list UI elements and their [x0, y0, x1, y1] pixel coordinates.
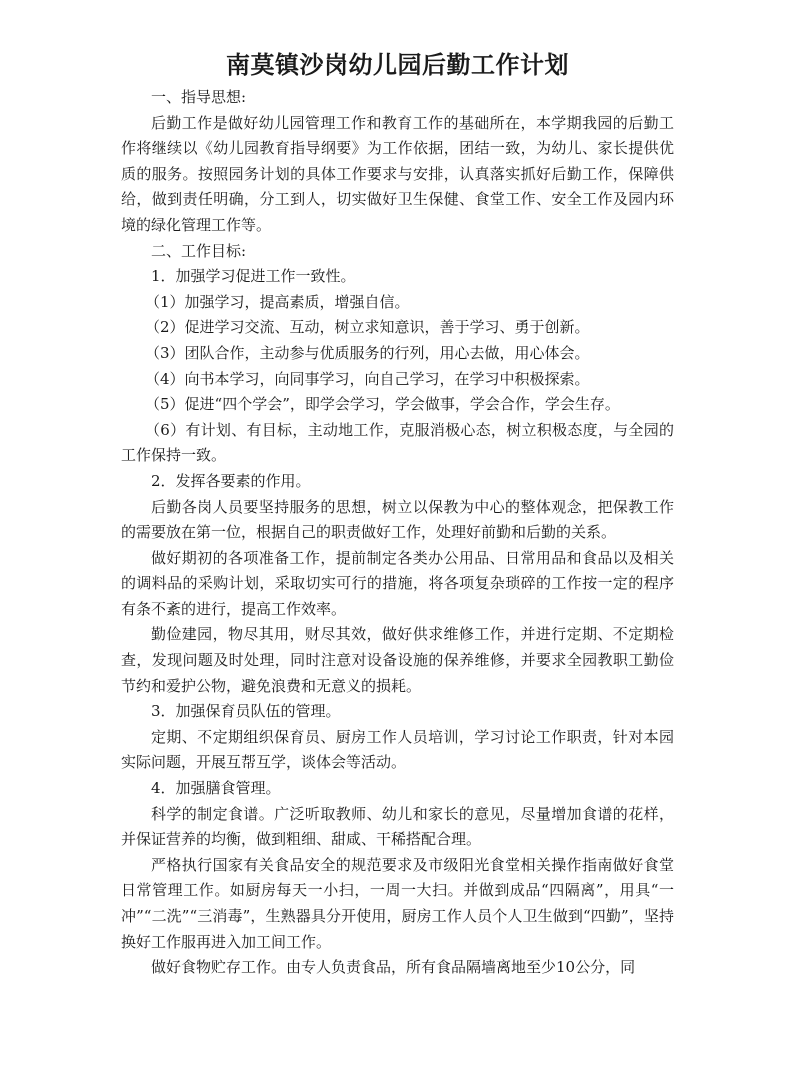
paragraph: （4）向书本学习，向同事学习，向自己学习，在学习中积极探索。: [145, 369, 590, 388]
paragraph: 1．加强学习促进工作一致性。: [151, 267, 356, 286]
document-title: 南莫镇沙岗幼儿园后勤工作计划: [226, 51, 569, 79]
paragraph: 科学的制定食谱。广泛听取教师、幼儿和家长的意见，尽量增加食谱的花样，并保证营养的均衡，做到粗细、甜咸、干稀搭配合理。: [121, 804, 674, 849]
paragraph: （2）促进学习交流、互动，树立求知意识，善于学习、勇于创新。: [145, 318, 590, 337]
paragraph: （5）促进“四个学会”，即学会学习，学会做事，学会合作，学会生存。: [145, 395, 620, 414]
paragraph: 一、指导思想:: [151, 88, 247, 106]
paragraph: （1）加强学习，提高素质，增强自信。: [145, 292, 410, 311]
paragraph: （6）有计划、有目标，主动地工作，克服消极心态，树立积极态度，与全园的工作保持一致。: [121, 420, 674, 465]
paragraph: 4．加强膳食管理。: [151, 779, 281, 798]
paragraph: 做好食物贮存工作。由专人负责食品，所有食品隔墙离地至少10公分，同: [151, 958, 636, 977]
paragraph: 勤俭建园，物尽其用，财尽其效，做好供求维修工作，并进行定期、不定期检查，发现问题及时处理，同时注意对设备设施的保养维修，并要求全园教职工勤俭节约和爱护公物，避免浪费和无意义的损耗。: [121, 625, 674, 695]
paragraph: 3．加强保育员队伍的管理。: [151, 702, 341, 721]
paragraph: 2．发挥各要素的作用。: [151, 471, 311, 490]
paragraph: 后勤工作是做好幼儿园管理工作和教育工作的基础所在，本学期我园的后勤工作将继续以《幼儿园教育指导纲要》为工作依据，团结一致，为幼儿、家长提供优质的服务。按照园务计划的具体工作要求与安排，认真落实抓好后勤工作，保障供给，做到责任明确，分工到人，切实做好卫生保健、食堂工作、安全工作及园内环境的绿化管理工作等。: [121, 113, 674, 234]
paragraph: 严格执行国家有关食品安全的规范要求及市级阳光食堂相关操作指南做好食堂日常管理工作。如厨房每天一小扫，一周一大扫。并做到成品“四隔离”，用具“一冲”“二洗”“三消毒”，生熟器具分开使用，厨房工作人员个人卫生做到“四勤”，坚持换好工作服再进入加工间工作。: [121, 855, 674, 951]
paragraph: 做好期初的各项准备工作，提前制定各类办公用品、日常用品和食品以及相关的调料品的采购计划，采取切实可行的措施，将各项复杂琐碎的工作按一定的程序有条不紊的进行，提高工作效率。: [121, 548, 674, 618]
document-body: [121, 85, 674, 981]
paragraph: 定期、不定期组织保育员、厨房工作人员培训，学习讨论工作职责，针对本园实际问题，开展互帮互学，谈体会等活动。: [121, 727, 674, 772]
paragraph: 后勤各岗人员要坚持服务的思想，树立以保教为中心的整体观念，把保教工作的需要放在第一位，根据自己的职责做好工作，处理好前勤和后勤的关系。: [121, 497, 674, 542]
paragraph: （3）团队合作，主动参与优质服务的行列，用心去做，用心体会。: [145, 343, 590, 362]
paragraph: 二、工作目标:: [151, 241, 247, 260]
